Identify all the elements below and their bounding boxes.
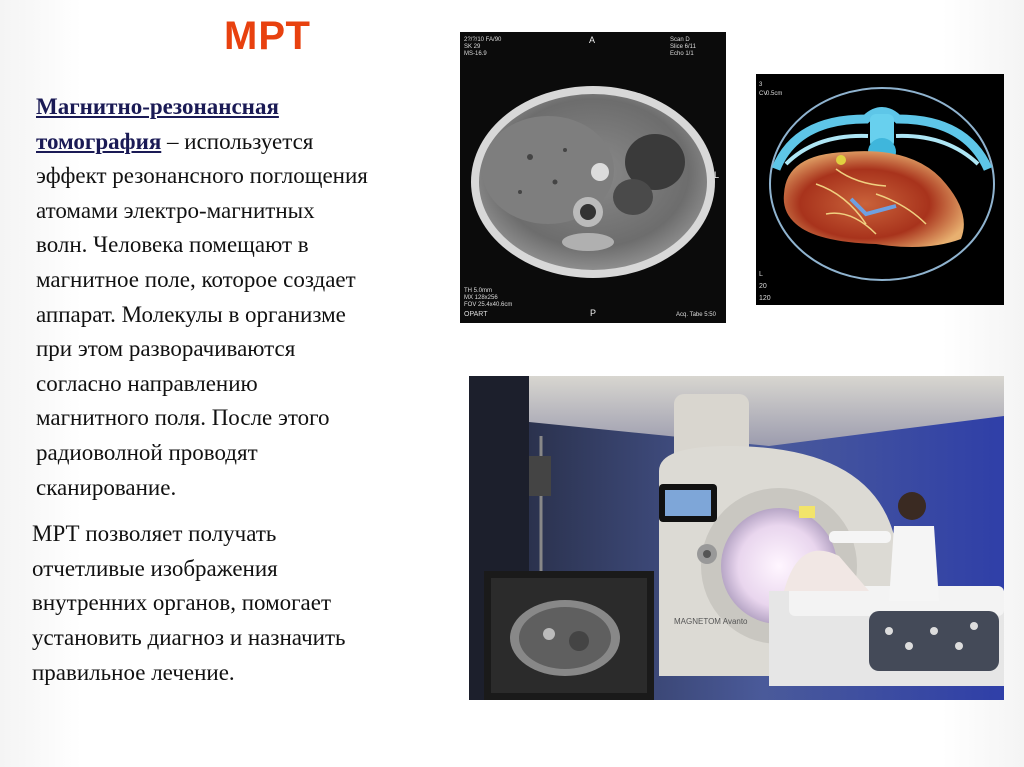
mri-letter-bottom: P — [590, 308, 597, 318]
mri-info-br: Acq. Tabe 5:50 — [676, 312, 716, 318]
mri-info-bl-4: OPART — [464, 311, 488, 318]
text-line: аппарат. Молекулы в организме — [36, 301, 346, 327]
slide-title: МРТ — [224, 14, 311, 58]
ct-info-top-2: CV — [759, 91, 768, 97]
text-line: волн. Человека помещают в — [36, 232, 309, 258]
mri-info-tl-2: SK 29 — [464, 44, 481, 50]
mri-scanner-room-photo — [469, 376, 1004, 700]
mri-abdomen-graphic — [460, 32, 726, 323]
text-line: магнитного поля. После этого — [36, 405, 330, 431]
text-line: атомами электро-магнитных — [36, 197, 315, 223]
paragraph-mri-definition — [32, 90, 452, 505]
text-line: правильное лечение. — [32, 659, 235, 685]
text-line: установить диагноз и назначить — [32, 624, 346, 650]
term-line-1: Магнитно-резонансная — [36, 94, 279, 119]
mri-abdomen-image — [460, 32, 726, 323]
mri-info-tl-3: MS-16.9 — [464, 51, 487, 57]
mri-info-tr-3: Echo 1/1 — [670, 51, 694, 57]
text-line: внутренних органов, помогает — [32, 590, 332, 616]
body-text — [32, 90, 452, 690]
ct-info-bottom-1: L — [759, 271, 763, 278]
text-line: отчетливые изображения — [32, 555, 278, 581]
text-line: согласно направлению — [36, 370, 258, 396]
text-line: при этом разворачиваются — [36, 336, 296, 362]
ct-info-top-1: 3 — [759, 82, 763, 88]
mri-letter-top: A — [589, 35, 596, 45]
definition-start: – используется — [161, 128, 314, 154]
mri-info-bl-1: TH 5.0mm — [464, 288, 493, 294]
mri-info-tl-1: 2?/?/10 FA/90 — [464, 37, 502, 43]
term-line-2: томография — [36, 128, 162, 154]
text-line: МРТ позволяет получать — [32, 521, 277, 547]
paragraph-mri-benefits — [32, 517, 452, 690]
mri-info-tr-1: Scan D — [670, 37, 690, 43]
text-line: эффект резонансного поглощения — [36, 163, 368, 189]
mri-scanner-room-graphic — [469, 376, 1004, 700]
ct-info-bottom-2: 20 — [759, 283, 767, 290]
text-line: магнитное поле, которое создает — [36, 266, 356, 292]
ct-color-reconstruction-image — [756, 74, 1004, 305]
ct-color-graphic — [756, 74, 1004, 305]
text-line: радиоволной проводят — [36, 439, 258, 465]
ct-info-bottom-3: 120 — [759, 295, 771, 302]
mri-info-bl-2: MX 128x256 — [464, 295, 498, 301]
mri-letter-right: L — [714, 170, 720, 180]
mri-info-tr-2: Slice 6/11 — [670, 44, 696, 50]
ct-info-top-3: 0.5cm — [766, 91, 783, 97]
text-line: сканирование. — [36, 474, 177, 500]
mri-info-bl-3: FOV 25.4x40.6cm — [464, 302, 513, 308]
scanner-brand-label: MAGNETOM Avanto — [674, 617, 748, 626]
